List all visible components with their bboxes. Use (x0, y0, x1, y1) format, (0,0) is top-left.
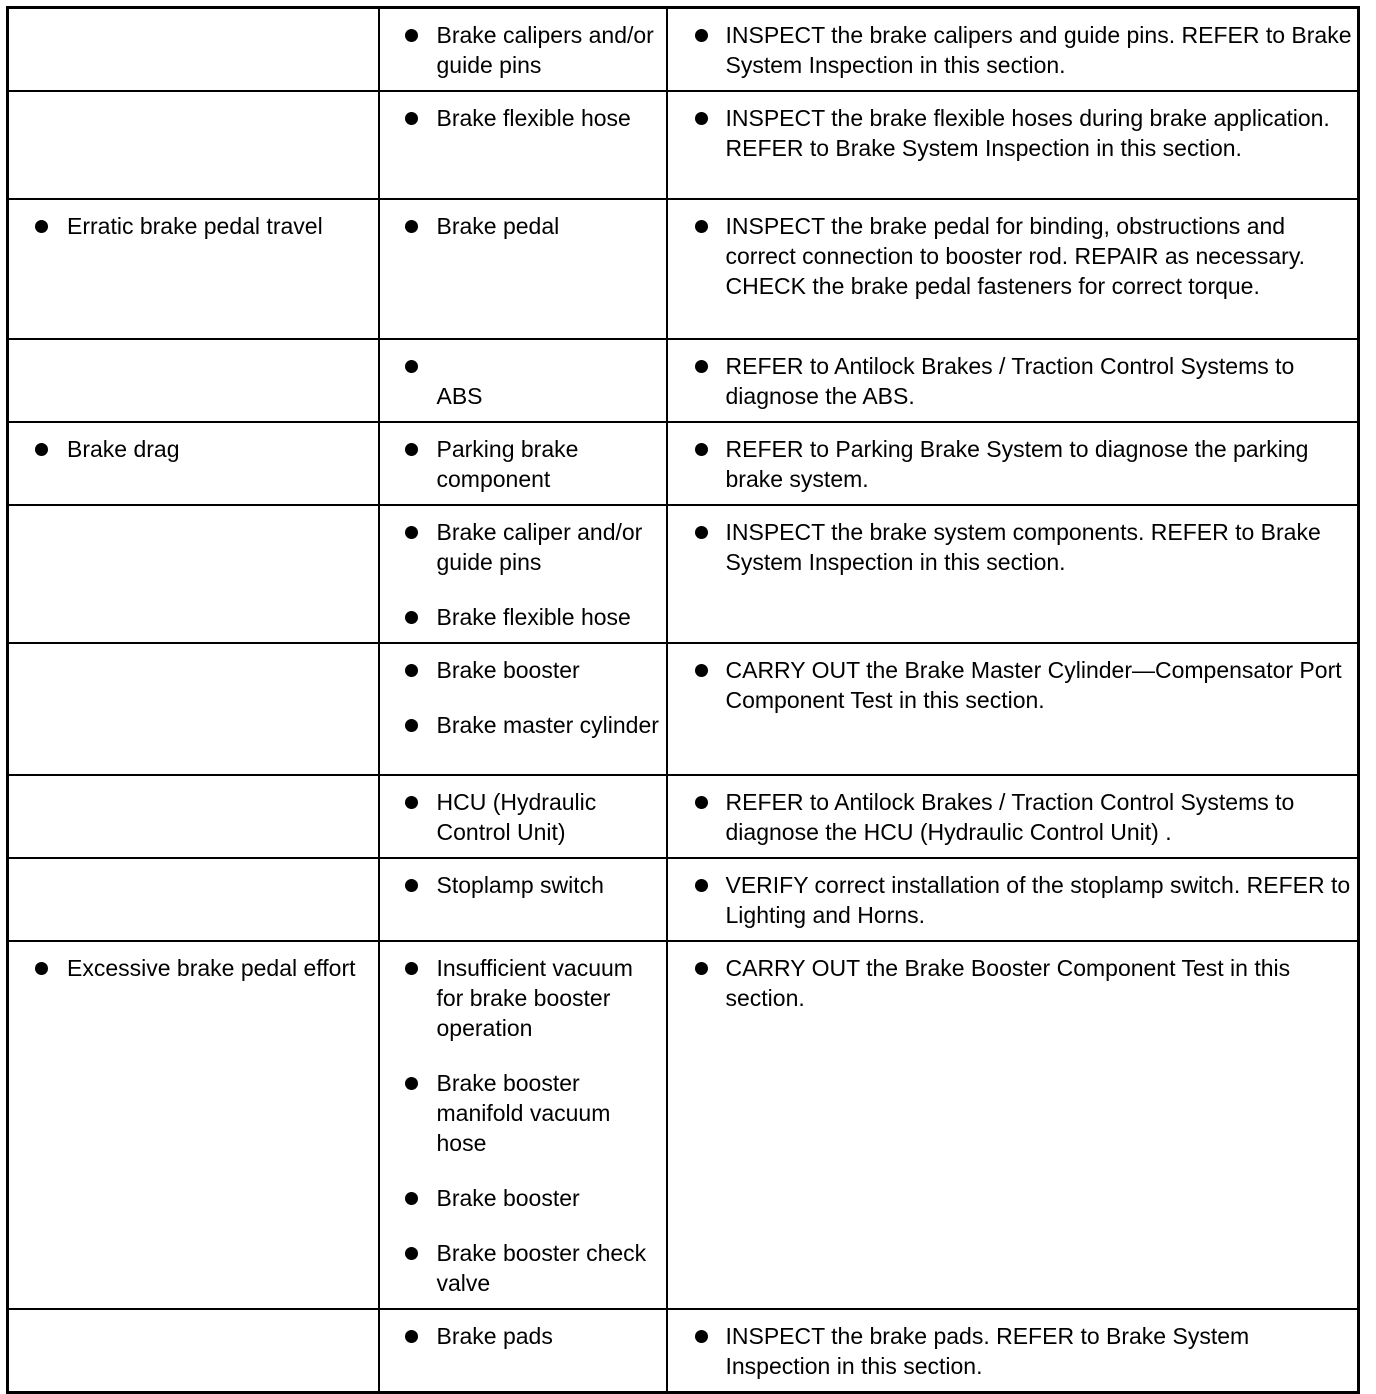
source-cell (379, 505, 667, 643)
condition-cell (8, 643, 379, 775)
action-cell (667, 643, 1359, 775)
source-item: Parking brake component (380, 434, 666, 494)
action-item: INSPECT the brake flexible hoses during brake application. REFER to Brake System Inspection in this section. (668, 103, 1358, 163)
action-item: INSPECT the brake system components. REFER to Brake System Inspection in this section. (668, 517, 1358, 577)
action-cell (667, 339, 1359, 422)
action-item: INSPECT the brake pedal for binding, obstructions and correct connection to booster rod. REPAIR as necessary. CHECK the brake pedal fasteners for correct torque. (668, 211, 1358, 301)
table-row (8, 91, 1359, 199)
condition-cell (8, 1309, 379, 1393)
action-cell (667, 199, 1359, 339)
action-cell (667, 91, 1359, 199)
source-cell (379, 8, 667, 92)
action-item: VERIFY correct installation of the stoplamp switch. REFER to Lighting and Horns. (668, 870, 1358, 930)
table-row (8, 339, 1359, 422)
source-cell (379, 422, 667, 505)
condition-item: Excessive brake pedal effort (9, 953, 378, 983)
action-item: CARRY OUT the Brake Master Cylinder—Compensator Port Component Test in this section. (668, 655, 1358, 715)
source-item: Brake master cylinder (380, 710, 666, 740)
action-cell (667, 8, 1359, 92)
source-item: Brake booster (380, 1183, 666, 1213)
source-item: Brake booster check valve (380, 1238, 666, 1298)
action-cell (667, 1309, 1359, 1393)
action-cell (667, 941, 1359, 1309)
condition-cell (8, 339, 379, 422)
action-item: REFER to Antilock Brakes / Traction Control Systems to diagnose the HCU (Hydraulic Control Unit) . (668, 787, 1358, 847)
table-row (8, 422, 1359, 505)
source-cell (379, 941, 667, 1309)
action-item: REFER to Parking Brake System to diagnose the parking brake system. (668, 434, 1358, 494)
action-cell (667, 775, 1359, 858)
condition-cell (8, 8, 379, 92)
source-cell (379, 1309, 667, 1393)
source-item: Brake booster manifold vacuum hose (380, 1068, 666, 1158)
source-item: Brake pads (380, 1321, 666, 1351)
condition-cell (8, 775, 379, 858)
condition-cell (8, 422, 379, 505)
condition-cell (8, 505, 379, 643)
source-item: HCU (Hydraulic Control Unit) (380, 787, 666, 847)
source-item: ABS (380, 351, 666, 411)
table-row (8, 775, 1359, 858)
source-item: Stoplamp switch (380, 870, 666, 900)
table-row (8, 643, 1359, 775)
action-cell (667, 858, 1359, 941)
table-row (8, 858, 1359, 941)
source-item: Brake flexible hose (380, 103, 666, 133)
source-cell (379, 775, 667, 858)
source-cell (379, 91, 667, 199)
action-item: CARRY OUT the Brake Booster Component Test in this section. (668, 953, 1358, 1013)
action-cell (667, 505, 1359, 643)
condition-cell (8, 941, 379, 1309)
source-item: Brake booster (380, 655, 666, 685)
condition-cell (8, 858, 379, 941)
action-cell (667, 422, 1359, 505)
source-item: Brake calipers and/or guide pins (380, 20, 666, 80)
action-item: INSPECT the brake calipers and guide pins. REFER to Brake System Inspection in this section. (668, 20, 1358, 80)
table-row (8, 505, 1359, 643)
source-cell (379, 339, 667, 422)
condition-item: Brake drag (9, 434, 378, 464)
source-cell (379, 199, 667, 339)
condition-item: Erratic brake pedal travel (9, 211, 378, 241)
action-item: INSPECT the brake pads. REFER to Brake System Inspection in this section. (668, 1321, 1358, 1381)
source-item: Brake pedal (380, 211, 666, 241)
condition-cell (8, 199, 379, 339)
source-cell (379, 858, 667, 941)
table-row (8, 941, 1359, 1309)
diagnosis-table (6, 6, 1360, 1394)
source-item: Brake caliper and/or guide pins (380, 517, 666, 577)
table-row (8, 199, 1359, 339)
table-row (8, 1309, 1359, 1393)
source-item: Insufficient vacuum for brake booster operation (380, 953, 666, 1043)
source-item: Brake flexible hose (380, 602, 666, 632)
source-cell (379, 643, 667, 775)
condition-cell (8, 91, 379, 199)
action-item: REFER to Antilock Brakes / Traction Control Systems to diagnose the ABS. (668, 351, 1358, 411)
table-row (8, 8, 1359, 92)
